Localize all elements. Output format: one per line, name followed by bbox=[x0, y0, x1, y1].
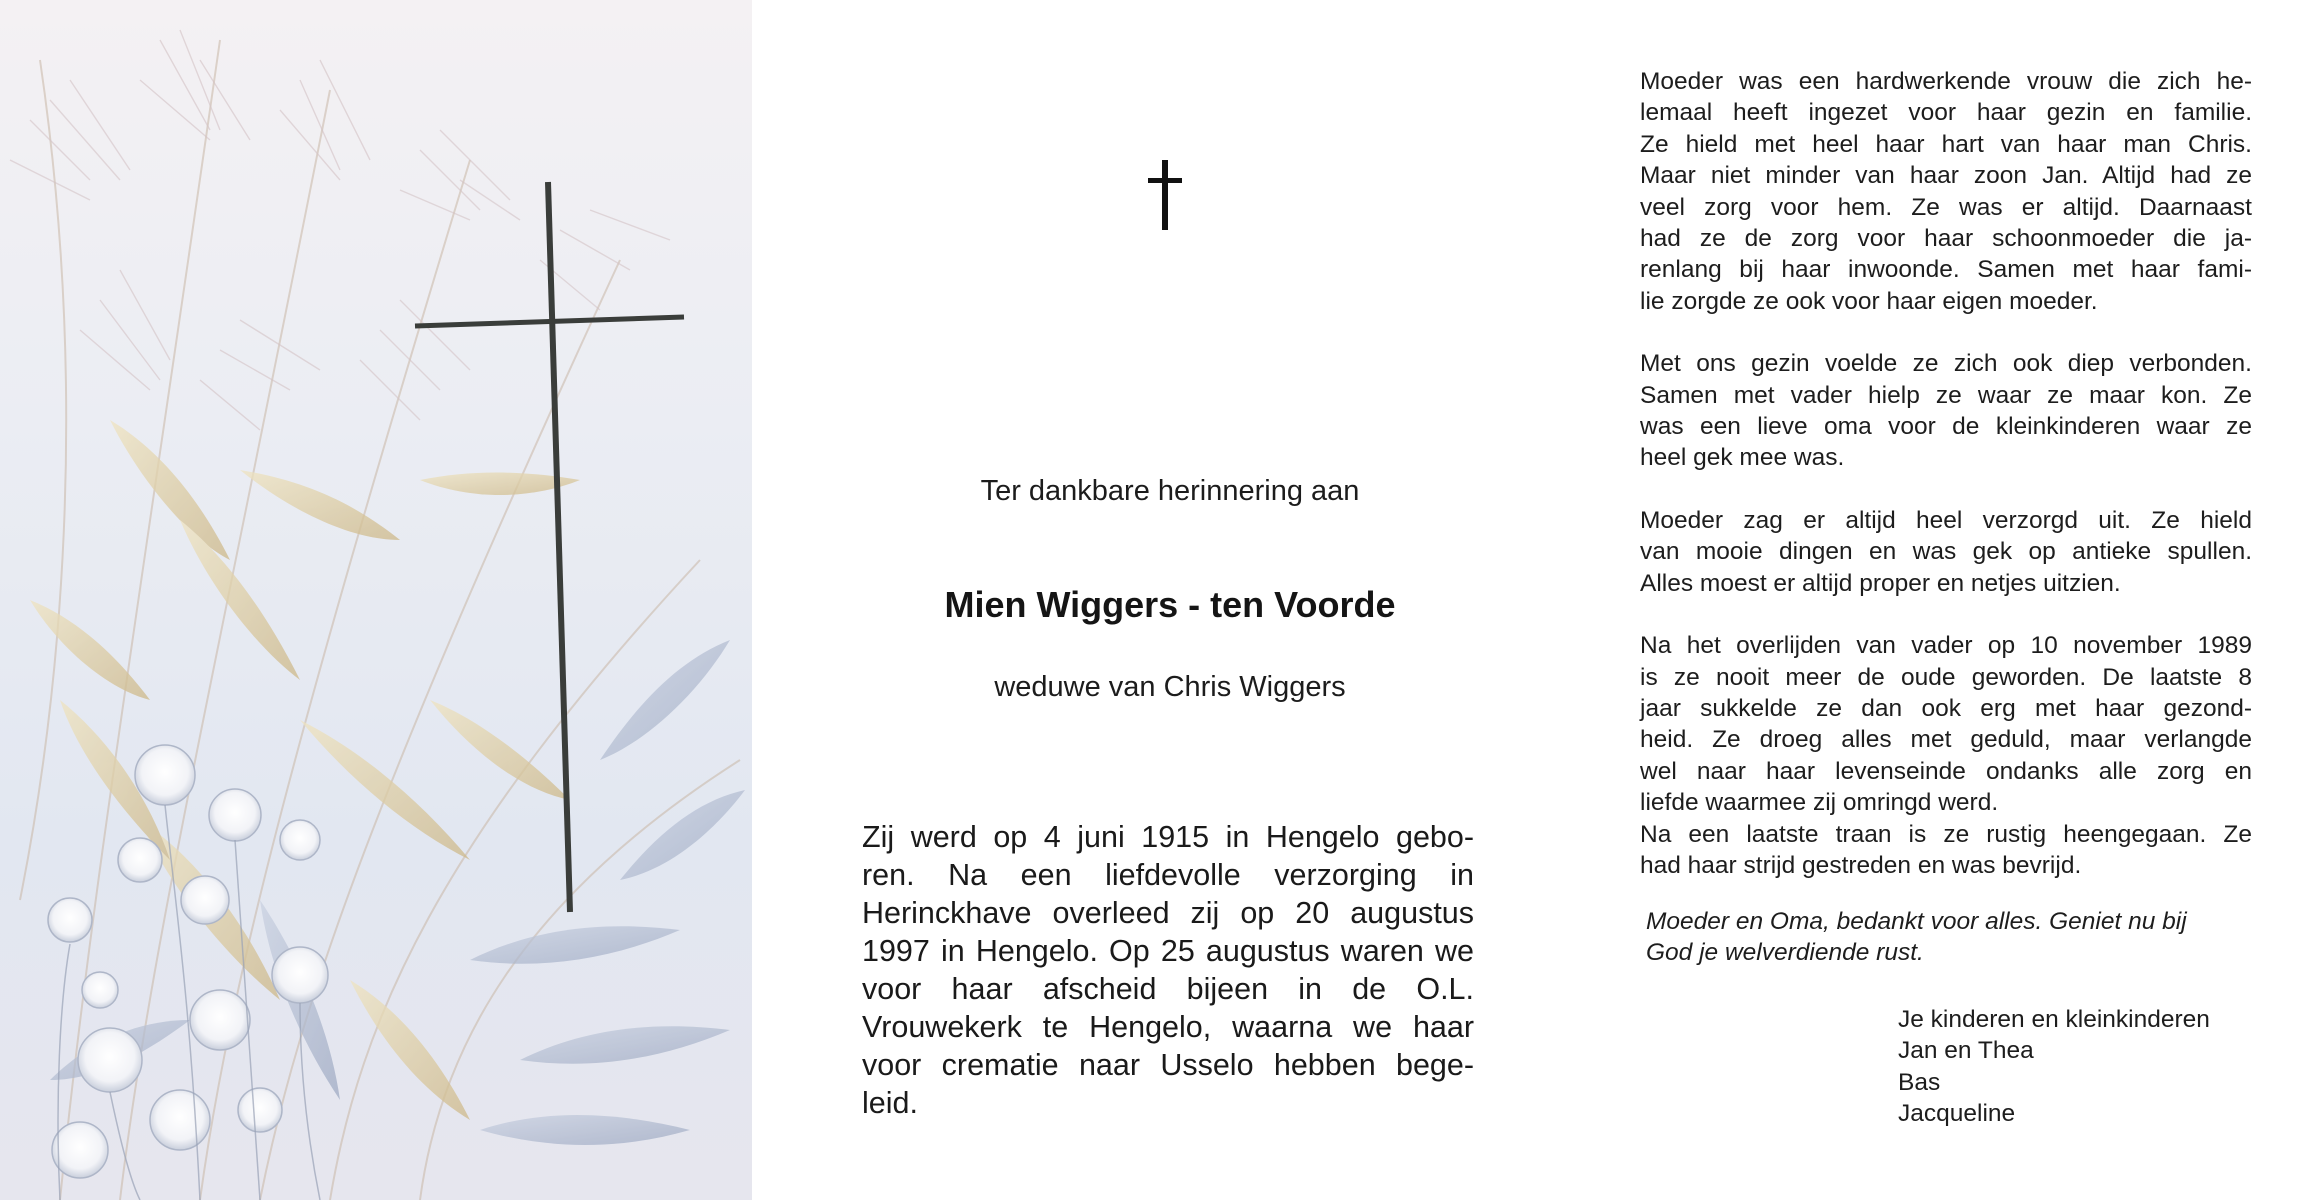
memoir-line: Ze hield met heel haar hart van haar man Chris. bbox=[1640, 130, 2252, 158]
family-signatures bbox=[1898, 1004, 2278, 1130]
memoir-line: veel zorg voor hem. Ze was er altijd. Daarnaast bbox=[1640, 193, 2252, 221]
dedication-heading: Ter dankbare herinnering aan bbox=[980, 475, 1360, 507]
memoir-line: heid. Ze droeg alles met geduld, maar verlangde bbox=[1640, 726, 2252, 754]
memoir-text bbox=[1640, 66, 2252, 912]
biography-line: leid. bbox=[862, 1086, 918, 1120]
memoir-line: Na het overlijden van vader op 10 november 1989 bbox=[1640, 632, 2252, 660]
memoir-line: Moeder zag er altijd heel verzorgd uit. Ze hield bbox=[1640, 506, 2252, 534]
memoir-line: lie zorgde ze ook voor haar eigen moeder. bbox=[1640, 287, 2098, 315]
biography-line: ren. Na een liefdevolle verzorging in bbox=[862, 858, 1474, 892]
memoir-line: van mooie dingen en was gek op antieke spullen. bbox=[1640, 538, 2252, 566]
memoir-line: renlang bij haar inwoonde. Samen met haar fami- bbox=[1640, 256, 2252, 284]
biography-line: voor haar afscheid bijeen in de O.L. bbox=[862, 972, 1474, 1006]
memoir-paragraph bbox=[1640, 66, 2252, 317]
memoir-line: had haar strijd gestreden en was bevrijd. bbox=[1640, 851, 2082, 879]
memoir-line: had ze de zorg voor haar schoonmoeder die ja- bbox=[1640, 225, 2252, 253]
closing-line: God je welverdiende rust. bbox=[1646, 939, 1924, 967]
signature-line: Je kinderen en kleinkinderen bbox=[1898, 1006, 2210, 1033]
memoir-line: Alles moest er altijd proper en netjes uitzien. bbox=[1640, 569, 2121, 597]
memoir-line: heel gek mee was. bbox=[1640, 444, 1845, 472]
signature-line: Bas bbox=[1898, 1068, 1941, 1096]
cross-icon bbox=[1148, 160, 1182, 230]
memoir-line: jaar sukkelde ze dan ook erg met haar gezond- bbox=[1640, 694, 2252, 722]
memoir-paragraph bbox=[1640, 505, 2252, 599]
botanical-illustration bbox=[0, 0, 752, 1200]
biography-line: Herinckhave overleed zij op 20 augustus bbox=[862, 896, 1474, 930]
memoir-paragraph bbox=[1640, 819, 2252, 882]
biography-line: voor crematie naar Usselo hebben bege- bbox=[862, 1048, 1474, 1082]
closing-farewell bbox=[1646, 906, 2276, 969]
biography-line: Vrouwekerk te Hengelo, waarna we haar bbox=[862, 1010, 1474, 1044]
memoir-line: lemaal heeft ingezet voor haar gezin en familie. bbox=[1640, 99, 2252, 127]
memoir-line: Na een laatste traan is ze rustig heengegaan. Ze bbox=[1640, 820, 2252, 848]
memoir-line: liefde waarmee zij omringd werd. bbox=[1640, 789, 1999, 817]
signature-line: Jan en Thea bbox=[1898, 1037, 2034, 1065]
biography-line: 1997 in Hengelo. Op 25 augustus waren we bbox=[862, 934, 1474, 968]
signature-line: Jacqueline bbox=[1898, 1100, 2016, 1128]
memoir-line: was een lieve oma voor de kleinkinderen waar ze bbox=[1640, 413, 2252, 441]
memoir-paragraph bbox=[1640, 630, 2252, 818]
memoir-line: Maar niet minder van haar zoon Jan. Altijd had ze bbox=[1640, 162, 2252, 190]
memoir-line: Met ons gezin voelde ze zich ook diep verbonden. bbox=[1640, 350, 2252, 378]
deceased-name: Mien Wiggers - ten Voorde bbox=[944, 584, 1396, 625]
widow-of-line: weduwe van Chris Wiggers bbox=[994, 671, 1346, 703]
memoir-line: Moeder was een hardwerkende vrouw die zich he- bbox=[1640, 68, 2252, 95]
memoir-paragraph bbox=[1640, 348, 2252, 474]
memoir-line: is ze nooit meer de oude geworden. De laatste 8 bbox=[1640, 663, 2252, 691]
memoir-line: wel naar haar levenseinde ondanks alle zorg en bbox=[1640, 757, 2252, 785]
memoir-line: Samen met vader hielp ze waar ze maar kon. Ze bbox=[1640, 381, 2252, 409]
biography-line: Zij werd op 4 juni 1915 in Hengelo gebo- bbox=[862, 820, 1474, 854]
closing-line: Moeder en Oma, bedankt voor alles. Geniet nu bij bbox=[1646, 908, 2187, 935]
cross-icon bbox=[0, 0, 752, 1200]
biography-paragraph bbox=[862, 818, 1474, 1122]
